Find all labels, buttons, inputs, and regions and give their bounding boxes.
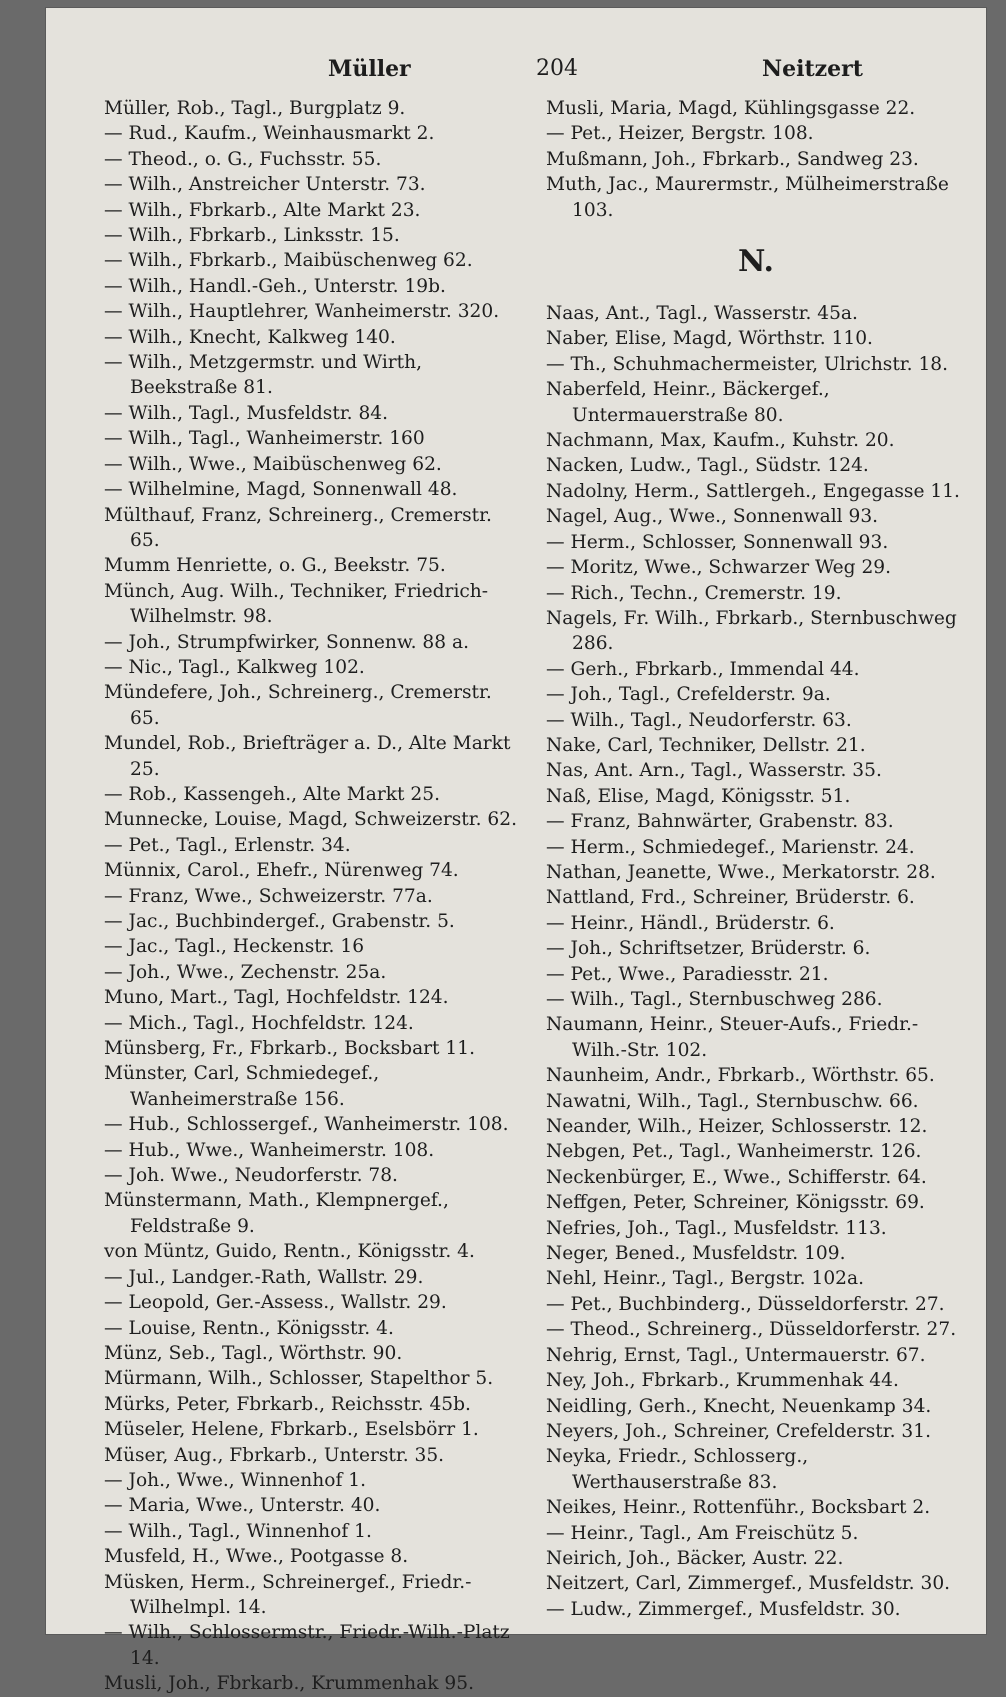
directory-entry: — Wilh., Metzgermstr. und Wirth, Beekstraße 81. — [104, 352, 423, 399]
directory-entry: Münz, Seb., Tagl., Wörthstr. 90. — [104, 1342, 403, 1364]
directory-entry: — Pet., Heizer, Bergstr. 108. — [546, 123, 814, 145]
directory-entry: Nawatni, Wilh., Tagl., Sternbuschw. 66. — [546, 1090, 919, 1112]
directory-entry: Naas, Ant., Tagl., Wasserstr. 45a. — [546, 303, 858, 325]
directory-entry: — Pet., Buchbinderg., Düsseldorferstr. 27. — [546, 1293, 945, 1315]
directory-entry: Nagels, Fr. Wilh., Fbrkarb., Sternbuschweg 286. — [546, 607, 957, 655]
directory-entry: Naber, Elise, Magd, Wörthstr. 110. — [546, 328, 873, 350]
directory-entry: — Moritz, Wwe., Schwarzer Weg 29. — [546, 557, 892, 579]
directory-entry: Münster, Carl, Schmiedegef., Wanheimerstraße 156. — [104, 1063, 380, 1110]
right-column-top — [546, 96, 966, 223]
directory-entry: Nadolny, Herm., Sattlergeh., Engegasse 11. — [546, 480, 960, 502]
directory-entry: Müsken, Herm., Schreinergef., Friedr.-Wilhelmpl. 14. — [104, 1571, 472, 1618]
directory-entry: — Joh., Wwe., Zechenstr. 25a. — [104, 961, 387, 983]
directory-entry: Neikes, Heinr., Rottenführ., Bocksbart 2. — [546, 1497, 931, 1519]
directory-entry: von Müntz, Guido, Rentn., Königsstr. 4. — [104, 1241, 475, 1263]
directory-entry: — Wilh., Handl.-Geh., Unterstr. 19b. — [104, 275, 446, 297]
right-column — [546, 96, 966, 1622]
directory-entry: — Wilh., Hauptlehrer, Wanheimerstr. 320. — [104, 301, 500, 323]
directory-entry: — Wilh., Fbrkarb., Maibüschenweg 62. — [104, 250, 473, 272]
right-column-bottom — [546, 301, 966, 1622]
directory-entry: — Jac., Buchbindergef., Grabenstr. 5. — [104, 911, 455, 932]
directory-entry: — Mich., Tagl., Hochfeldstr. 124. — [104, 1012, 414, 1034]
directory-entry: Mußmann, Joh., Fbrkarb., Sandweg 23. — [546, 148, 919, 170]
page-number: 204 — [536, 56, 578, 81]
left-column — [104, 96, 524, 1697]
directory-entry: Naberfeld, Heinr., Bäckergef., Untermauerstraße 80. — [546, 379, 830, 426]
directory-entry: Nebgen, Pet., Tagl., Wanheimerstr. 126. — [546, 1141, 922, 1163]
directory-entry: Neander, Wilh., Heizer, Schlosserstr. 12. — [546, 1116, 928, 1138]
directory-entry: — Rich., Techn., Cremerstr. 19. — [546, 582, 842, 604]
directory-entry: — Wilhelmine, Magd, Sonnenwall 48. — [104, 479, 458, 501]
directory-entry: — Jul., Landger.-Rath, Wallstr. 29. — [104, 1266, 424, 1288]
directory-entry: Münnix, Carol., Ehefr., Nürenweg 74. — [104, 860, 459, 882]
directory-entry: Muno, Mart., Tagl, Hochfeldstr. 124. — [104, 987, 449, 1009]
directory-entry: Neger, Bened., Musfeldstr. 109. — [546, 1243, 846, 1265]
directory-entry: Nake, Carl, Techniker, Dellstr. 21. — [546, 734, 866, 756]
directory-entry: — Franz, Bahnwärter, Grabenstr. 83. — [546, 811, 894, 833]
section-letter: N. — [738, 244, 774, 280]
directory-entry: Mülthauf, Franz, Schreinerg., Cremerstr. 65. — [104, 504, 492, 551]
directory-entry: — Wilh., Fbrkarb., Alte Markt 23. — [104, 199, 421, 221]
directory-entry: — Rob., Kassengeh., Alte Markt 25. — [104, 783, 440, 805]
directory-entry: Mündefere, Joh., Schreinerg., Cremerstr. 65. — [104, 682, 492, 729]
header-right-keyword: Neitzert — [762, 56, 863, 82]
directory-entry: — Gerh., Fbrkarb., Immendal 44. — [546, 658, 860, 680]
directory-entry: Naunheim, Andr., Fbrkarb., Wörthstr. 65. — [546, 1065, 935, 1087]
directory-entry: Nehl, Heinr., Tagl., Bergstr. 102a. — [546, 1268, 864, 1290]
directory-entry: — Wilh., Schlossermstr., Friedr.-Wilh.-Platz 14. — [104, 1622, 510, 1669]
header-left-keyword: Müller — [328, 56, 411, 82]
directory-entry: — Heinr., Händl., Brüderstr. 6. — [546, 912, 835, 934]
directory-entry: Nehrig, Ernst, Tagl., Untermauerstr. 67. — [546, 1344, 926, 1366]
directory-entry: — Wilh., Tagl., Neudorferstr. 63. — [546, 709, 852, 731]
directory-entry: — Wilh., Tagl., Winnenhof 1. — [104, 1520, 372, 1542]
directory-entry: — Joh., Strumpfwirker, Sonnenw. 88 a. — [104, 631, 469, 653]
directory-entry: — Joh., Tagl., Crefelderstr. 9a. — [546, 684, 831, 706]
directory-entry: Mürmann, Wilh., Schlosser, Stapelthor 5. — [104, 1368, 494, 1390]
directory-entry: Neyers, Joh., Schreiner, Crefelderstr. 31. — [546, 1420, 931, 1442]
directory-entry: Naumann, Heinr., Steuer-Aufs., Friedr.-Wilh.-Str. 102. — [546, 1014, 919, 1061]
directory-entry: — Heinr., Tagl., Am Freischütz 5. — [546, 1522, 859, 1544]
directory-entry: — Nic., Tagl., Kalkweg 102. — [104, 656, 365, 678]
directory-entry: Neckenbürger, E., Wwe., Schifferstr. 64. — [546, 1166, 927, 1188]
directory-entry: Muth, Jac., Maurermstr., Mülheimerstraße 103. — [546, 174, 949, 221]
directory-entry: Neidling, Gerh., Knecht, Neuenkamp 34. — [546, 1395, 932, 1417]
directory-entry: — Herm., Schmiedegef., Marienstr. 24. — [546, 836, 915, 858]
directory-entry: — Maria, Wwe., Unterstr. 40. — [104, 1495, 381, 1517]
directory-entry: Musli, Joh., Fbrkarb., Krummenhak 95. — [104, 1673, 474, 1695]
directory-entry: Nacken, Ludw., Tagl., Südstr. 124. — [546, 455, 869, 477]
directory-entry: Neyka, Friedr., Schlosserg., Werthauserstraße 83. — [546, 1446, 809, 1493]
directory-entry: Mundel, Rob., Briefträger a. D., Alte Markt 25. — [104, 733, 511, 780]
directory-entry: Müser, Aug., Fbrkarb., Unterstr. 35. — [104, 1444, 445, 1466]
directory-entry: — Louise, Rentn., Königsstr. 4. — [104, 1317, 394, 1339]
directory-entry: Nattland, Frd., Schreiner, Brüderstr. 6. — [546, 887, 915, 909]
directory-entry: Neffgen, Peter, Schreiner, Königsstr. 69. — [546, 1192, 925, 1214]
directory-entry: — Rud., Kaufm., Weinhausmarkt 2. — [104, 123, 435, 145]
directory-entry: — Theod., o. G., Fuchsstr. 55. — [104, 148, 382, 170]
directory-entry: — Wilh., Wwe., Maibüschenweg 62. — [104, 453, 442, 475]
directory-entry: — Wilh., Fbrkarb., Linksstr. 15. — [104, 225, 400, 247]
directory-entry: Nathan, Jeanette, Wwe., Merkatorstr. 28. — [546, 861, 936, 883]
directory-entry: Nas, Ant. Arn., Tagl., Wasserstr. 35. — [546, 760, 882, 782]
directory-entry: — Jac., Tagl., Heckenstr. 16 — [104, 936, 365, 958]
directory-entry: — Joh., Schriftsetzer, Brüderstr. 6. — [546, 938, 871, 960]
directory-entry: — Herm., Schlosser, Sonnenwall 93. — [546, 531, 889, 553]
directory-entry: — Wilh., Tagl., Sternbuschweg 286. — [546, 989, 883, 1010]
directory-page — [46, 8, 986, 1695]
directory-entry: Müller, Rob., Tagl., Burgplatz 9. — [104, 98, 406, 119]
directory-entry: Neitzert, Carl, Zimmergef., Musfeldstr. 30. — [546, 1573, 951, 1595]
directory-entry: — Th., Schuhmachermeister, Ulrichstr. 18. — [546, 353, 949, 375]
directory-entry: Neirich, Joh., Bäcker, Austr. 22. — [546, 1547, 844, 1569]
directory-entry: — Leopold, Ger.-Assess., Wallstr. 29. — [104, 1292, 447, 1314]
directory-entry: — Pet., Tagl., Erlenstr. 34. — [104, 834, 351, 856]
directory-entry: — Theod., Schreinerg., Düsseldorferstr. 27. — [546, 1319, 957, 1341]
directory-entry: Mürks, Peter, Fbrkarb., Reichsstr. 45b. — [104, 1393, 471, 1415]
directory-entry: Mumm Henriette, o. G., Beekstr. 75. — [104, 555, 446, 577]
directory-entry: — Hub., Wwe., Wanheimerstr. 108. — [104, 1139, 435, 1161]
directory-entry: Ney, Joh., Fbrkarb., Krummenhak 44. — [546, 1370, 899, 1392]
directory-entry: — Wilh., Knecht, Kalkweg 140. — [104, 326, 396, 348]
directory-entry: Naß, Elise, Magd, Königsstr. 51. — [546, 785, 851, 807]
directory-entry: Musli, Maria, Magd, Kühlingsgasse 22. — [546, 98, 916, 119]
directory-entry: — Joh., Wwe., Winnenhof 1. — [104, 1469, 366, 1491]
directory-entry: — Pet., Wwe., Paradiesstr. 21. — [546, 963, 829, 985]
directory-entry: — Franz, Wwe., Schweizerstr. 77a. — [104, 885, 433, 907]
directory-entry: Müseler, Helene, Fbrkarb., Eselsbörr 1. — [104, 1419, 479, 1441]
directory-entry: — Wilh., Tagl., Wanheimerstr. 160 — [104, 428, 425, 450]
directory-entry: Munnecke, Louise, Magd, Schweizerstr. 62. — [104, 809, 517, 831]
directory-entry: — Joh. Wwe., Neudorferstr. 78. — [104, 1165, 398, 1187]
directory-entry: — Ludw., Zimmergef., Musfeldstr. 30. — [546, 1598, 901, 1620]
directory-entry: Nagel, Aug., Wwe., Sonnenwall 93. — [546, 506, 879, 528]
directory-entry: Münsberg, Fr., Fbrkarb., Bocksbart 11. — [104, 1038, 476, 1060]
directory-entry: Münstermann, Math., Klempnergef., Feldstraße 9. — [104, 1190, 449, 1237]
directory-entry: Münch, Aug. Wilh., Techniker, Friedrich-Wilhelmstr. 98. — [104, 580, 489, 628]
directory-entry: Nachmann, Max, Kaufm., Kuhstr. 20. — [546, 430, 895, 452]
directory-entry: — Wilh., Anstreicher Unterstr. 73. — [104, 174, 426, 196]
directory-entry: — Hub., Schlossergef., Wanheimerstr. 108. — [104, 1114, 509, 1136]
directory-entry: Nefries, Joh., Tagl., Musfeldstr. 113. — [546, 1217, 887, 1239]
directory-entry: — Wilh., Tagl., Musfeldstr. 84. — [104, 402, 389, 424]
directory-entry: Musfeld, H., Wwe., Pootgasse 8. — [104, 1546, 409, 1568]
